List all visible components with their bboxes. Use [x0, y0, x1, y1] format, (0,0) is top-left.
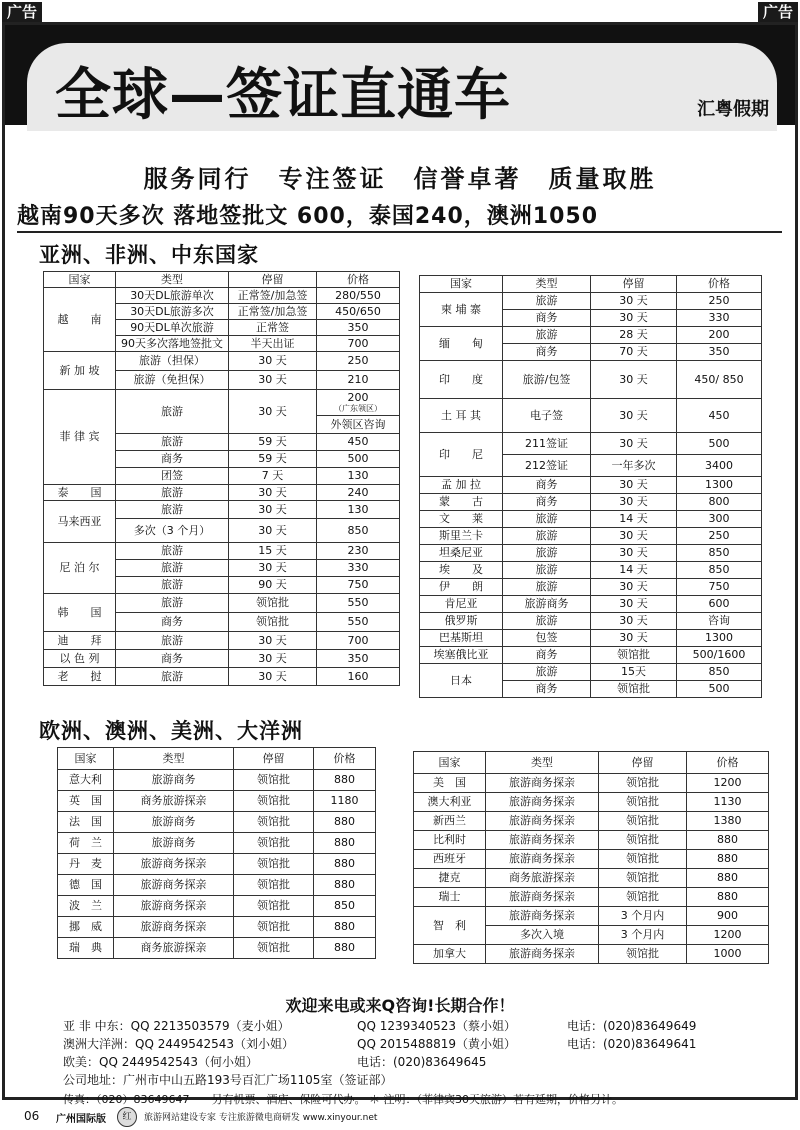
- price-cell: 880: [687, 888, 769, 907]
- stay-cell: 领馆批: [229, 613, 317, 632]
- stay-cell: 3 个月内: [599, 907, 687, 926]
- type-cell: 电子签: [503, 399, 591, 433]
- country-cell: 伊 朗: [420, 579, 503, 596]
- price-cell: 880: [314, 854, 376, 875]
- type-cell: 旅游: [503, 511, 591, 528]
- type-cell: 旅游商务: [114, 812, 234, 833]
- country-cell: 丹 麦: [58, 854, 114, 875]
- stay-cell: 30 天: [591, 545, 677, 562]
- stay-cell: 30 天: [229, 501, 317, 519]
- contact-oceania-qq2: QQ 2015488819（黄小姐）: [357, 1037, 517, 1051]
- stay-cell: 领馆批: [599, 831, 687, 850]
- header-type: 类型: [486, 752, 599, 774]
- price-cell: 500: [677, 681, 762, 698]
- type-cell: 212签证: [503, 455, 591, 477]
- country-cell: 韩 国: [44, 594, 116, 632]
- header-country: 国家: [420, 276, 503, 293]
- header-price: 价格: [314, 748, 376, 770]
- type-cell: 旅游: [503, 545, 591, 562]
- header-country: 国家: [414, 752, 486, 774]
- type-cell: 旅游商务探亲: [486, 850, 599, 869]
- europe-left-table: [57, 747, 376, 959]
- country-cell: 俄罗斯: [420, 613, 503, 630]
- header-type: 类型: [114, 748, 234, 770]
- price-cell: 350: [677, 344, 762, 361]
- country-cell: 泰 国: [44, 485, 116, 501]
- price-cell: 800: [677, 494, 762, 511]
- price-cell: 450/650: [317, 304, 400, 320]
- price-cell: 700: [317, 632, 400, 650]
- country-cell: 菲 律 宾: [44, 390, 116, 485]
- page-frame: [2, 22, 798, 1106]
- type-cell: 旅游（免担保）: [116, 371, 229, 390]
- type-cell: 旅游商务探亲: [486, 888, 599, 907]
- type-cell: 旅游商务探亲: [486, 812, 599, 831]
- stay-cell: 30 天: [591, 579, 677, 596]
- stay-cell: 59 天: [229, 451, 317, 468]
- price-cell: 850: [677, 664, 762, 681]
- price-cell: 500: [677, 433, 762, 455]
- type-cell: 商务: [503, 344, 591, 361]
- header-price: 价格: [677, 276, 762, 293]
- price-cell: 280/550: [317, 288, 400, 304]
- price-cell: 330: [677, 310, 762, 327]
- header-type: 类型: [503, 276, 591, 293]
- price-cell: 750: [317, 577, 400, 594]
- type-cell: 旅游: [116, 594, 229, 613]
- price-cell: 700: [317, 336, 400, 352]
- type-cell: 旅游: [503, 293, 591, 310]
- price-cell: 咨询: [677, 613, 762, 630]
- price-cell: 850: [314, 896, 376, 917]
- country-cell: 澳大利亚: [414, 793, 486, 812]
- country-cell: 西班牙: [414, 850, 486, 869]
- type-cell: 商务旅游探亲: [114, 938, 234, 959]
- price-cell: 250: [677, 528, 762, 545]
- country-cell: 瑞士: [414, 888, 486, 907]
- header-stay: 停留: [591, 276, 677, 293]
- type-cell: 90天多次落地签批文: [116, 336, 229, 352]
- type-cell: 旅游商务探亲: [486, 793, 599, 812]
- price-cell: 880: [687, 831, 769, 850]
- header-country: 国家: [44, 272, 116, 288]
- type-cell: 30天DL旅游多次: [116, 304, 229, 320]
- price-cell: 600: [677, 596, 762, 613]
- country-cell: 柬 埔 寨: [420, 293, 503, 327]
- ad-label-right: 广告: [758, 2, 798, 22]
- header-stay: 停留: [229, 272, 317, 288]
- section-title-asia: 亚洲、非洲、中东国家: [39, 243, 259, 267]
- country-cell: 法 国: [58, 812, 114, 833]
- price-cell: 500/1600: [677, 647, 762, 664]
- type-cell: 旅游商务: [503, 596, 591, 613]
- price-cell: 350: [317, 320, 400, 336]
- country-cell: 印 尼: [420, 433, 503, 477]
- price-cell: 200: [677, 327, 762, 344]
- price-cell: 1200: [687, 926, 769, 945]
- stay-cell: 30 天: [591, 361, 677, 399]
- price-cell: 850: [677, 545, 762, 562]
- country-cell: 埃塞俄比亚: [420, 647, 503, 664]
- price-cell: 880: [314, 770, 376, 791]
- country-cell: 巴基斯坦: [420, 630, 503, 647]
- country-cell: 印 度: [420, 361, 503, 399]
- stay-cell: 领馆批: [234, 770, 314, 791]
- price-value: 200: [347, 391, 369, 404]
- stay-cell: 领馆批: [234, 812, 314, 833]
- type-cell: 多次（3 个月）: [116, 519, 229, 543]
- stay-cell: 30 天: [591, 494, 677, 511]
- banner: [5, 25, 795, 128]
- stay-cell: 59 天: [229, 434, 317, 451]
- type-cell: 商务: [116, 650, 229, 668]
- type-cell: 旅游: [116, 434, 229, 451]
- type-cell: 旅游: [503, 613, 591, 630]
- header-stay: 停留: [599, 752, 687, 774]
- country-cell: 英 国: [58, 791, 114, 812]
- stay-cell: 30 天: [229, 632, 317, 650]
- country-cell: 荷 兰: [58, 833, 114, 854]
- price-cell: 450: [677, 399, 762, 433]
- stay-cell: 30 天: [229, 371, 317, 390]
- type-cell: 旅游商务探亲: [486, 774, 599, 793]
- stay-cell: 30 天: [229, 485, 317, 501]
- type-cell: 旅游: [503, 327, 591, 344]
- type-cell: 旅游: [116, 560, 229, 577]
- stay-cell: 领馆批: [599, 793, 687, 812]
- type-cell: 旅游（担保）: [116, 352, 229, 371]
- type-cell: 商务: [503, 477, 591, 494]
- stay-cell: 领馆批: [591, 647, 677, 664]
- stay-cell: 30 天: [229, 390, 317, 434]
- country-cell: 瑞 典: [58, 938, 114, 959]
- price-cell: 880: [687, 869, 769, 888]
- stay-cell: 30 天: [229, 519, 317, 543]
- price-cell: 850: [317, 519, 400, 543]
- type-cell: 旅游/包签: [503, 361, 591, 399]
- country-cell: 以 色 列: [44, 650, 116, 668]
- type-cell: 90天DL单次旅游: [116, 320, 229, 336]
- type-cell: 旅游: [116, 577, 229, 594]
- contact-europe-phone: 电话：(020)83649645: [357, 1055, 487, 1069]
- stay-cell: 正常签: [229, 320, 317, 336]
- footer: [0, 1104, 800, 1130]
- price-cell: 550: [317, 613, 400, 632]
- contact-title: 欢迎来电或来Q咨询!长期合作！: [285, 996, 515, 1015]
- type-cell: 商务旅游探亲: [486, 869, 599, 888]
- stay-cell: 领馆批: [591, 681, 677, 698]
- country-cell: 新西兰: [414, 812, 486, 831]
- asia-left-table: [43, 271, 400, 686]
- type-cell: 包签: [503, 630, 591, 647]
- country-cell: 意大利: [58, 770, 114, 791]
- stay-cell: 领馆批: [234, 833, 314, 854]
- type-cell: 旅游商务探亲: [486, 945, 599, 964]
- type-cell: 多次入境: [486, 926, 599, 945]
- stay-cell: 领馆批: [229, 594, 317, 613]
- country-cell: 新 加 坡: [44, 352, 116, 390]
- price-cell: 210: [317, 371, 400, 390]
- price-cell: 1180: [314, 791, 376, 812]
- stay-cell: 30 天: [591, 310, 677, 327]
- stay-cell: 90 天: [229, 577, 317, 594]
- type-cell: 旅游商务探亲: [114, 917, 234, 938]
- country-cell: 孟 加 拉: [420, 477, 503, 494]
- price-cell: 240: [317, 485, 400, 501]
- type-cell: 商务: [503, 647, 591, 664]
- stay-cell: 领馆批: [234, 896, 314, 917]
- type-cell: 商务: [503, 494, 591, 511]
- country-cell: 挪 威: [58, 917, 114, 938]
- price-cell: 850: [677, 562, 762, 579]
- header-stay: 停留: [234, 748, 314, 770]
- stay-cell: 领馆批: [234, 938, 314, 959]
- price-cell: 550: [317, 594, 400, 613]
- type-cell: 旅游: [116, 390, 229, 434]
- price-cell: 1380: [687, 812, 769, 831]
- type-cell: 旅游: [116, 485, 229, 501]
- stay-cell: 15 天: [229, 543, 317, 560]
- country-cell: 加拿大: [414, 945, 486, 964]
- contact-asia-qq1: 亚 非 中东：QQ 2213503579（麦小姐）: [63, 1019, 290, 1033]
- type-cell: 旅游商务: [114, 833, 234, 854]
- price-cell: 130: [317, 501, 400, 519]
- price-cell: 1300: [677, 477, 762, 494]
- company-address: 公司地址：广州市中山五路193号百汇广场1105室（签证部）: [63, 1073, 393, 1087]
- price-cell: 500: [317, 451, 400, 468]
- promo-line: 越南90天多次 落地签批文 600，泰国240，澳洲1050: [17, 204, 599, 229]
- country-cell: 马来西亚: [44, 501, 116, 543]
- price-cell: 1130: [687, 793, 769, 812]
- type-cell: 商务: [503, 310, 591, 327]
- price-cell: 900: [687, 907, 769, 926]
- country-cell: 缅 甸: [420, 327, 503, 361]
- stay-cell: 30 天: [591, 399, 677, 433]
- price-cell: 880: [314, 833, 376, 854]
- header-price: 价格: [317, 272, 400, 288]
- price-cell: 1000: [687, 945, 769, 964]
- stay-cell: 领馆批: [234, 875, 314, 896]
- stay-cell: 30 天: [229, 352, 317, 371]
- stay-cell: 30 天: [591, 613, 677, 630]
- stay-cell: 15天: [591, 664, 677, 681]
- stay-cell: 3 个月内: [599, 926, 687, 945]
- stay-cell: 70 天: [591, 344, 677, 361]
- stay-cell: 14 天: [591, 562, 677, 579]
- country-cell: 蒙 古: [420, 494, 503, 511]
- country-cell: 斯里兰卡: [420, 528, 503, 545]
- type-cell: 30天DL旅游单次: [116, 288, 229, 304]
- type-cell: 旅游: [503, 562, 591, 579]
- price-cell: 160: [317, 668, 400, 686]
- title-band: [27, 43, 777, 131]
- header-type: 类型: [116, 272, 229, 288]
- price-cell: 230: [317, 543, 400, 560]
- footer-slogan: 旅游网站建设专家 专注旅游微电商研发 www.xinyour.net: [144, 1113, 378, 1123]
- price-cell: 250: [677, 293, 762, 310]
- page-title: 全球—签证直通车: [55, 63, 511, 128]
- price-cell: 350: [317, 650, 400, 668]
- logo-icon: 红: [117, 1107, 137, 1127]
- type-cell: 商务: [503, 681, 591, 698]
- type-cell: 旅游商务: [114, 770, 234, 791]
- agency-name: 汇粤假期: [697, 99, 769, 120]
- price-cell: 1300: [677, 630, 762, 647]
- publication-name: 广州国际版: [56, 1114, 106, 1125]
- price-cell: 880: [687, 850, 769, 869]
- stay-cell: 30 天: [591, 596, 677, 613]
- stay-cell: 30 天: [591, 630, 677, 647]
- contact-asia-qq2: QQ 1239340523（蔡小姐）: [357, 1019, 517, 1033]
- price-cell: 330: [317, 560, 400, 577]
- stay-cell: 7 天: [229, 468, 317, 485]
- stay-cell: 领馆批: [599, 888, 687, 907]
- price-cell: 880: [314, 917, 376, 938]
- country-cell: 德 国: [58, 875, 114, 896]
- price-cell: 250: [317, 352, 400, 371]
- price-note: （广东领区）: [334, 404, 382, 413]
- price-cell: 750: [677, 579, 762, 596]
- price-cell: 880: [314, 812, 376, 833]
- section-title-europe: 欧洲、澳洲、美洲、大洋洲: [39, 719, 303, 743]
- slogan: 服务同行 专注签证 信誉卓著 质量取胜: [143, 165, 657, 193]
- stay-cell: 14 天: [591, 511, 677, 528]
- type-cell: 商务旅游探亲: [114, 791, 234, 812]
- stay-cell: 领馆批: [234, 791, 314, 812]
- country-cell: 美 国: [414, 774, 486, 793]
- stay-cell: 领馆批: [599, 850, 687, 869]
- stay-cell: 30 天: [229, 668, 317, 686]
- country-cell: 波 兰: [58, 896, 114, 917]
- country-cell: 迪 拜: [44, 632, 116, 650]
- type-cell: 旅游: [116, 668, 229, 686]
- stay-cell: 30 天: [591, 293, 677, 310]
- divider: [17, 231, 782, 233]
- type-cell: 旅游: [116, 543, 229, 560]
- type-cell: 旅游: [116, 501, 229, 519]
- header-price: 价格: [687, 752, 769, 774]
- country-cell: 尼 泊 尔: [44, 543, 116, 594]
- stay-cell: 30 天: [591, 528, 677, 545]
- price-cell: 130: [317, 468, 400, 485]
- country-cell: 越 南: [44, 288, 116, 352]
- stay-cell: 30 天: [591, 477, 677, 494]
- price-cell: 300: [677, 511, 762, 528]
- type-cell: 旅游: [503, 579, 591, 596]
- contact-oceania-qq1: 澳洲大洋洲：QQ 2449542543（刘小姐）: [63, 1037, 295, 1051]
- price-cell: [317, 390, 400, 416]
- header-country: 国家: [58, 748, 114, 770]
- type-cell: 旅游商务探亲: [486, 831, 599, 850]
- stay-cell: 正常签/加急签: [229, 288, 317, 304]
- type-cell: 旅游商务探亲: [486, 907, 599, 926]
- type-cell: 旅游: [503, 664, 591, 681]
- asia-right-table: [419, 275, 762, 698]
- stay-cell: 28 天: [591, 327, 677, 344]
- stay-cell: 领馆批: [599, 812, 687, 831]
- type-cell: 211签证: [503, 433, 591, 455]
- price-cell: 450: [317, 434, 400, 451]
- country-cell: 肯尼亚: [420, 596, 503, 613]
- country-cell: 捷克: [414, 869, 486, 888]
- type-cell: 旅游商务探亲: [114, 875, 234, 896]
- stay-cell: 30 天: [229, 560, 317, 577]
- type-cell: 团签: [116, 468, 229, 485]
- price-cell: 880: [314, 875, 376, 896]
- stay-cell: 领馆批: [234, 917, 314, 938]
- type-cell: 旅游: [116, 632, 229, 650]
- contact-oceania-phone: 电话：(020)83649641: [567, 1037, 697, 1051]
- stay-cell: 领馆批: [234, 854, 314, 875]
- type-cell: 旅游商务探亲: [114, 896, 234, 917]
- stay-cell: 正常签/加急签: [229, 304, 317, 320]
- country-cell: 埃 及: [420, 562, 503, 579]
- price-cell: 880: [314, 938, 376, 959]
- price-cell: 3400: [677, 455, 762, 477]
- contact-asia-phone: 电话：(020)83649649: [567, 1019, 697, 1033]
- stay-cell: 领馆批: [599, 774, 687, 793]
- type-cell: 旅游: [503, 528, 591, 545]
- country-cell: 日本: [420, 664, 503, 698]
- page-number: 06: [24, 1109, 40, 1123]
- price-cell: 外领区咨询: [317, 416, 400, 434]
- country-cell: 智 利: [414, 907, 486, 945]
- stay-cell: 领馆批: [599, 945, 687, 964]
- type-cell: 商务: [116, 613, 229, 632]
- ad-label-left: 广告: [2, 2, 42, 22]
- contact-europe-qq: 欧美：QQ 2449542543（何小姐）: [63, 1055, 259, 1069]
- stay-cell: 领馆批: [599, 869, 687, 888]
- price-cell: 450/ 850: [677, 361, 762, 399]
- country-cell: 坦桑尼亚: [420, 545, 503, 562]
- type-cell: 商务: [116, 451, 229, 468]
- type-cell: 旅游商务探亲: [114, 854, 234, 875]
- country-cell: 文 莱: [420, 511, 503, 528]
- stay-cell: 30 天: [591, 433, 677, 455]
- country-cell: 比利时: [414, 831, 486, 850]
- stay-cell: 半天出证: [229, 336, 317, 352]
- stay-cell: 一年多次: [591, 455, 677, 477]
- price-cell: 1200: [687, 774, 769, 793]
- europe-right-table: [413, 751, 769, 964]
- country-cell: 土 耳 其: [420, 399, 503, 433]
- fax-and-note: 传真：（020）83649647 另有机票、酒店、保险可代办。 ＊ 注明：（菲律宾30天旅游）若有延期，价格另计。: [63, 1093, 623, 1106]
- stay-cell: 30 天: [229, 650, 317, 668]
- country-cell: 老 挝: [44, 668, 116, 686]
